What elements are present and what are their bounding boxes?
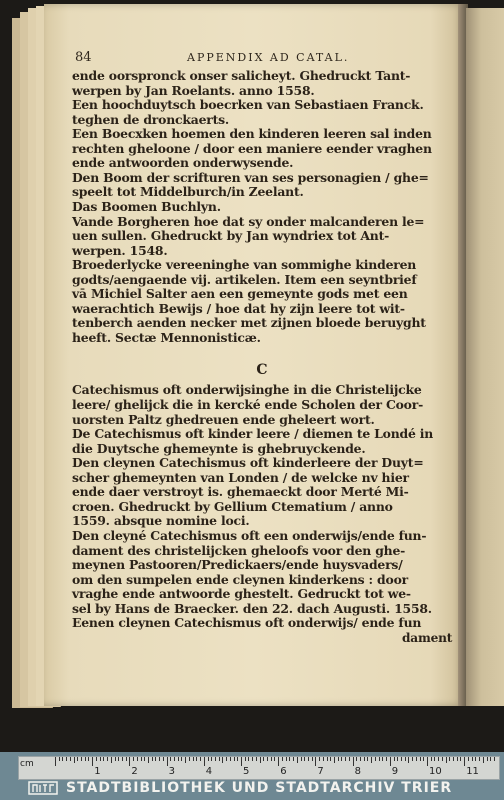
ruler-tick [103, 757, 104, 761]
text-line: waerachtich Bewijs / hoe dat hy zijn leere tot wit- [72, 300, 405, 316]
ruler-tick [219, 757, 220, 761]
ruler-tick [256, 757, 257, 761]
ruler-tick [423, 757, 424, 761]
ruler-tick-label: 1 [94, 766, 101, 777]
text-line: 1559. absque nomine loci. [72, 513, 250, 529]
text-line: die Duytsche ghemeynte is ghebruyckende. [72, 440, 366, 456]
ruler-tick [74, 757, 75, 763]
ruler-tick [248, 757, 249, 761]
ruler-tick-label: 4 [205, 766, 213, 777]
ruler-tick-label: 11 [466, 766, 479, 777]
ruler-tick [345, 757, 346, 761]
ruler-tick [263, 757, 264, 761]
text-line: scher ghemeynten van Londen / de welcke nv hier [72, 469, 409, 485]
ruler-tick [155, 757, 156, 761]
ruler-tick [438, 757, 439, 761]
ruler-tick [144, 757, 145, 761]
ruler-tick [341, 757, 342, 761]
ruler-tick [431, 757, 432, 761]
text-line: om den sumpelen ende cleynen kinderkens : door [72, 571, 408, 587]
text-line: dament des christelijcken gheloofs voor den ghe- [72, 542, 406, 558]
ruler-tick [304, 757, 305, 761]
ruler-tick [475, 757, 476, 761]
ruler-tick [200, 757, 201, 761]
text-line: sel by Hans de Braecker. den 22. dach Augusti. 1558. [72, 600, 432, 616]
ruler-tick [196, 757, 197, 761]
ruler-tick [126, 757, 127, 761]
ruler-tick [62, 757, 63, 761]
ruler-tick [360, 757, 361, 761]
cm-unit-label: cm [20, 759, 34, 769]
ruler-tick [107, 757, 108, 761]
ruler-tick [81, 757, 82, 761]
ruler-tick [252, 757, 253, 761]
ruler-tick [137, 757, 138, 761]
text-line: De Catechismus oft kinder leere / diemen te Londé in [72, 426, 434, 442]
ruler-tick [449, 757, 450, 761]
page-header [75, 50, 445, 66]
catchword: dament [402, 629, 453, 645]
ruler-tick [96, 757, 97, 761]
ruler-tick [92, 757, 93, 766]
ruler-tick [293, 757, 294, 761]
ruler-tick [286, 757, 287, 761]
ruler-tick [364, 757, 365, 761]
ruler-tick [208, 757, 209, 761]
text-line: leere/ ghelijck die in kercké ende Scholen der Coor- [72, 397, 424, 412]
ruler-tick [193, 757, 194, 761]
ruler-tick [338, 757, 339, 761]
ruler-tick [327, 757, 328, 761]
ruler-tick [487, 757, 488, 761]
text-line: ende antwoorden onderwysende. [72, 155, 294, 171]
ruler-tick [237, 757, 238, 761]
text-line: uen sullen. Ghedruckt by Jan wyndriex tot Ant- [72, 228, 390, 244]
ruler-tick [490, 757, 491, 761]
ruler-tick [301, 757, 302, 761]
ruler-tick [211, 757, 212, 761]
ruler-tick-label: 8 [354, 766, 361, 777]
text-line: werpen. 1548. [72, 242, 168, 258]
ruler-tick [308, 757, 309, 761]
text-line: werpen by Jan Roelants. anno 1558. [72, 82, 315, 98]
ruler-tick [386, 757, 387, 761]
ruler-tick [170, 757, 171, 761]
ruler-tick [204, 757, 205, 766]
ruler-tick [479, 757, 480, 761]
trier-archive-logo [28, 780, 58, 796]
ruler-tick [59, 757, 60, 761]
text-line: ende oorspronck onser salicheyt. Ghedruckt Tant- [72, 68, 411, 83]
ruler-tick [222, 757, 223, 763]
ruler-tick [100, 757, 101, 761]
ruler-tick [267, 757, 268, 761]
right-page-edge [466, 8, 504, 706]
ruler-tick [457, 757, 458, 761]
text-line: uorsten Paltz ghedreuen ende gheleert wort. [72, 411, 375, 427]
text-line: tenberch aenden necker met zijnen bloede beruyght [72, 315, 426, 331]
ruler-tick [141, 757, 142, 761]
ruler-tick [379, 757, 380, 761]
ruler-tick [122, 757, 123, 761]
text-line: vā Michiel Salter aen een gemeynte gods met een [72, 286, 408, 302]
ruler-tick [282, 757, 283, 761]
ruler-tick [453, 757, 454, 761]
ruler-tick [408, 757, 409, 763]
ruler-tick [427, 757, 428, 766]
ruler-tick [494, 757, 495, 761]
ruler-tick [85, 757, 86, 761]
ruler-tick [148, 757, 149, 763]
ruler-tick [115, 757, 116, 761]
ruler-tick [397, 757, 398, 761]
ruler-tick [278, 757, 279, 766]
ruler-tick-label: 3 [168, 766, 175, 777]
ruler-tick [118, 757, 119, 761]
ruler-tick [88, 757, 89, 761]
ruler-tick [226, 757, 227, 761]
text-line: Den cleyné Catechismus oft een onderwijs/ende fun- [72, 527, 427, 543]
ruler-tick [367, 757, 368, 761]
ruler-tick [178, 757, 179, 761]
ruler-tick [371, 757, 372, 763]
ruler-tick [356, 757, 357, 761]
ruler-tick [260, 757, 261, 763]
text-line: Den Boom der scrifturen van ses personagien / ghe= [72, 169, 429, 185]
text-line: Das Boomen Buchlyn. [72, 198, 221, 214]
text-line: Catechismus oft onderwijsinghe in die Christelijcke [72, 382, 422, 398]
ruler-tick [289, 757, 290, 761]
text-line: Een hoochduytsch boecrken van Sebastiaen Franck. [72, 97, 424, 113]
ruler-tick [315, 757, 316, 766]
ruler-tick [323, 757, 324, 761]
ruler-tick [274, 757, 275, 761]
ruler-tick [375, 757, 376, 761]
ruler-tick [241, 757, 242, 766]
ruler-tick [334, 757, 335, 763]
ruler-tick [349, 757, 350, 761]
ruler-tick [460, 757, 461, 761]
ruler-tick [297, 757, 298, 763]
ruler-tick [405, 757, 406, 761]
ruler-tick [319, 757, 320, 761]
ruler-tick-label: 6 [280, 766, 287, 777]
ruler-tick [77, 757, 78, 761]
ruler-tick [55, 757, 56, 766]
text-line: heeft. Sectæ Mennonisticæ. [72, 329, 261, 345]
running-title: APPENDIX AD CATAL. [187, 51, 350, 64]
text-line: ende daer verstroyt is. ghemaeckt door Merté Mi- [72, 484, 409, 500]
text-line: Een Boecxken hoemen den kinderen leeren sal inden [72, 126, 432, 142]
text-line: speelt tot Middelburch/in Zeelant. [72, 184, 304, 200]
ruler-tick [189, 757, 190, 761]
page-number: 84 [75, 50, 92, 65]
ruler-tick [70, 757, 71, 761]
text-line: godts/aengaende vij. artikelen. Item een seyntbrief [72, 271, 417, 287]
ruler-tick [420, 757, 421, 761]
ruler-tick [181, 757, 182, 761]
ruler-tick [412, 757, 413, 761]
ruler-tick [159, 757, 160, 761]
ruler-tick-label: 2 [131, 766, 138, 777]
ruler-tick [442, 757, 443, 761]
text-line: croen. Ghedruckt by Gellium Ctematium / anno [72, 498, 393, 514]
ruler-tick [382, 757, 383, 761]
text-line: Vande Borgheren hoe dat sy onder malcanderen le= [72, 213, 425, 229]
ruler-tick-label: 10 [429, 766, 442, 777]
ruler-tick-label: 5 [243, 766, 250, 777]
ruler-tick [234, 757, 235, 761]
text-line: teghen de dronckaerts. [72, 111, 229, 127]
text-line: rechten gheloone / door een maniere eender vraghen [72, 140, 432, 156]
ruler-tick [434, 757, 435, 761]
ruler-tick [230, 757, 231, 761]
text-line: meynen Pastooren/Predickaers/ende huysvaders/ [72, 557, 403, 573]
ruler-tick [152, 757, 153, 761]
ruler-tick [401, 757, 402, 761]
ruler-tick [446, 757, 447, 763]
ruler-tick [472, 757, 473, 761]
ruler-tick [215, 757, 216, 761]
ruler-tick-label: 9 [391, 766, 399, 777]
archive-name: STADTBIBLIOTHEK UND STADTARCHIV TRIER [66, 780, 453, 796]
ruler-tick [312, 757, 313, 761]
section-letter: C [256, 362, 268, 379]
ruler-tick-label: 7 [317, 766, 324, 777]
ruler-tick [271, 757, 272, 761]
ruler-tick [464, 757, 465, 766]
ruler-tick [66, 757, 67, 761]
ruler-tick [483, 757, 484, 763]
text-line: Den cleynen Catechismus oft kinderleere der Duyt= [72, 455, 424, 471]
text-line: vraghe ende antwoorde ghestelt. Gedruckt tot we- [72, 586, 411, 602]
ruler-tick [330, 757, 331, 761]
ruler-tick [245, 757, 246, 761]
cm-scale [18, 756, 500, 780]
ruler-tick [394, 757, 395, 761]
ruler-tick [416, 757, 417, 761]
ruler-tick [468, 757, 469, 761]
ruler-tick [133, 757, 134, 761]
ruler-tick [167, 757, 168, 766]
ruler-tick [163, 757, 164, 761]
ruler-tick [390, 757, 391, 766]
ruler-tick [111, 757, 112, 763]
ruler-tick [185, 757, 186, 763]
text-line: Broederlycke vereeninghe van sommighe kinderen [72, 257, 417, 273]
ruler-tick [353, 757, 354, 766]
text-line: Eenen cleynen Catechismus oft onderwijs/ ende fun [72, 615, 422, 631]
ruler-tick [129, 757, 130, 766]
ruler-tick [174, 757, 175, 761]
